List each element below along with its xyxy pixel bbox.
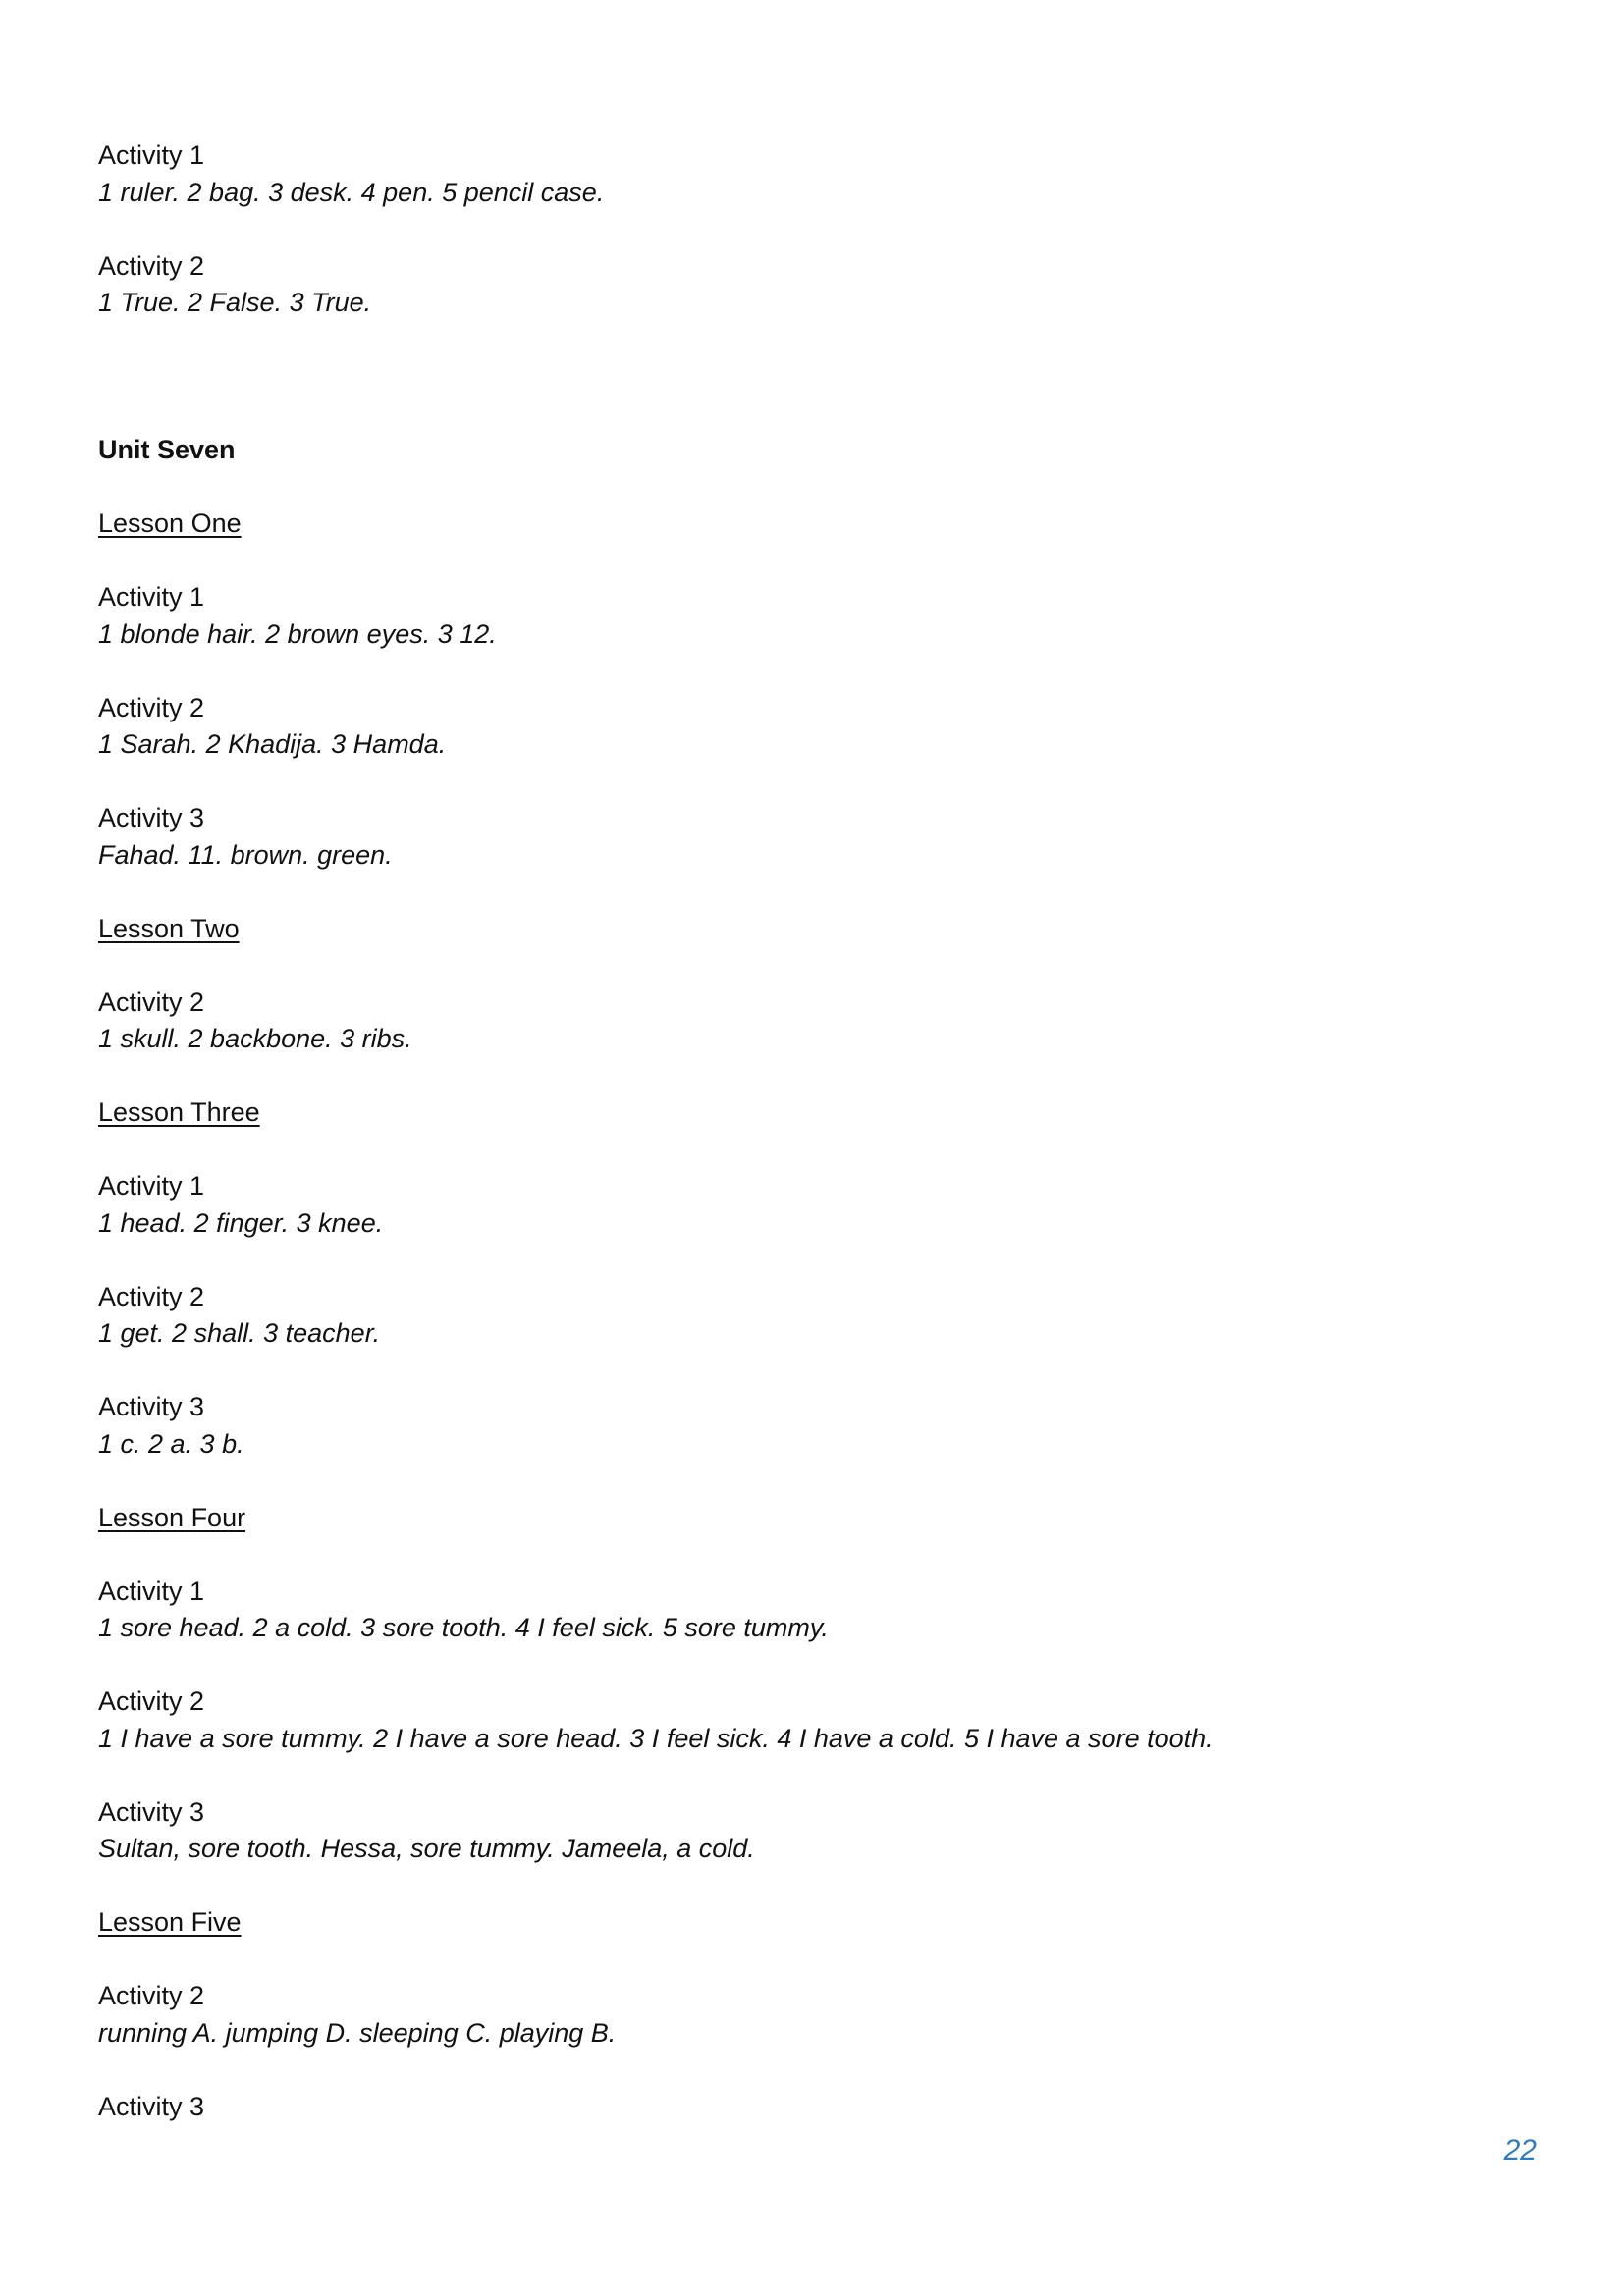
- activity-answer: running A. jumping D. sleeping C. playing B.: [98, 2017, 617, 2048]
- lesson-title: Lesson Four: [98, 1502, 246, 1532]
- spacer: [98, 1868, 1522, 1905]
- spacer: [98, 543, 1522, 580]
- activity-heading: Activity 1: [98, 582, 205, 612]
- activity-answer: 1 I have a sore tummy. 2 I have a sore head. 3 I feel sick. 4 I have a cold. 5 I have a sore tooth.: [98, 1723, 1214, 1753]
- spacer: [98, 947, 1522, 985]
- unit-title: Unit Seven: [98, 435, 236, 464]
- activity-heading: Activity 2: [98, 250, 205, 281]
- answer-key-content: [98, 137, 1522, 2125]
- spacer: [98, 322, 1522, 433]
- activity-answer: 1 Sarah. 2 Khadija. 3 Hamda.: [98, 729, 447, 759]
- activity-heading: Activity 2: [98, 692, 205, 722]
- spacer: [98, 874, 1522, 911]
- activity-heading: Activity 3: [98, 1392, 205, 1421]
- activity-answer: 1 True. 2 False. 3 True.: [98, 288, 372, 317]
- lesson-title: Lesson Five: [98, 1907, 242, 1937]
- spacer: [98, 1242, 1522, 1279]
- activity-answer: 1 head. 2 finger. 3 knee.: [98, 1207, 384, 1238]
- activity-answer: 1 c. 2 a. 3 b.: [98, 1428, 244, 1459]
- activity-heading: Activity 1: [98, 1171, 205, 1201]
- page-number: 22: [1503, 2134, 1537, 2166]
- lesson-title: Lesson Three: [98, 1097, 260, 1127]
- spacer: [98, 469, 1522, 507]
- activity-heading: Activity 2: [98, 1281, 205, 1311]
- activity-heading: Activity 1: [98, 140, 205, 170]
- activity-answer: Fahad. 11. brown. green.: [98, 839, 393, 870]
- activity-heading: Activity 3: [98, 1796, 205, 1827]
- spacer: [98, 764, 1522, 801]
- activity-heading: Activity 1: [98, 1575, 205, 1606]
- lesson-title: Lesson One: [98, 508, 242, 538]
- spacer: [98, 1353, 1522, 1390]
- spacer: [98, 1132, 1522, 1169]
- spacer: [98, 1536, 1522, 1574]
- activity-answer: 1 blonde hair. 2 brown eyes. 3 12.: [98, 618, 497, 649]
- activity-answer: 1 sore head. 2 a cold. 3 sore tooth. 4 I feel sick. 5 sore tummy.: [98, 1613, 829, 1642]
- spacer: [98, 1463, 1522, 1500]
- activity-answer: 1 skull. 2 backbone. 3 ribs.: [98, 1024, 412, 1053]
- spacer: [98, 1942, 1522, 1979]
- activity-answer: Sultan, sore tooth. Hessa, sore tummy. Jameela, a cold.: [98, 1834, 755, 1863]
- activity-heading: Activity 2: [98, 987, 205, 1017]
- activity-answer: 1 ruler. 2 bag. 3 desk. 4 pen. 5 pencil case.: [98, 177, 605, 207]
- activity-heading: Activity 3: [98, 2091, 205, 2121]
- spacer: [98, 1757, 1522, 1794]
- lesson-title: Lesson Two: [98, 913, 240, 943]
- spacer: [98, 2052, 1522, 2089]
- spacer: [98, 211, 1522, 248]
- activity-heading: Activity 2: [98, 1686, 205, 1716]
- spacer: [98, 1058, 1522, 1095]
- spacer: [98, 1647, 1522, 1684]
- activity-heading: Activity 3: [98, 803, 205, 832]
- activity-answer: 1 get. 2 shall. 3 teacher.: [98, 1318, 381, 1348]
- spacer: [98, 653, 1522, 690]
- activity-heading: Activity 2: [98, 1981, 205, 2010]
